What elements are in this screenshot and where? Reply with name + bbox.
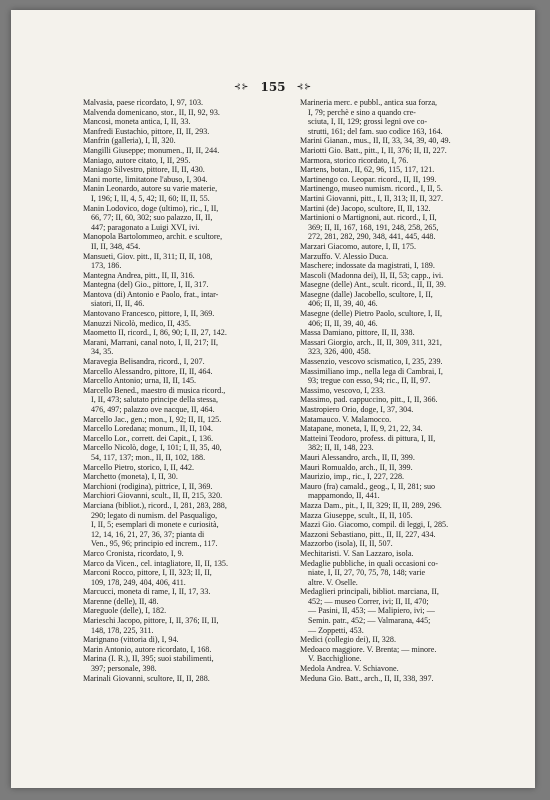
index-entry: Marco da Vicen., cel. intagliatore, II, II, 135. [83,558,228,568]
index-entry: Marcello Lor., corrett. dei Capit., I, 136. [83,433,214,443]
index-entry: Medici (collegio dei), II, 328. [300,635,396,645]
index-entry: Medaglieri principali, bibliot. marciana, II, 452; — museo Correr, ivi; II, II, 470; — Pasini, II, 453; — Malipiero, ivi; — Semin. patr., 452; — Valmarana, 445; — Zoppetti, 453. [300,587,439,635]
index-entry: Masegne (dalle) Jacobello, scultore, I, II, 406; II, II, 39, 40, 46. [300,289,433,309]
index-entry: Martinengo, museo numism. ricord., I, II, 5. [300,184,443,194]
index-entry: Marzuffo. V. Alessio Duca. [300,251,389,261]
index-entry: Marcello Loredana; monum., II, II, 104. [83,424,213,434]
index-entry: Mani morte, limitatone l'abuso, I, 304. [83,174,208,184]
index-entry: Marini Gianan., mus., II, II, 33, 34, 39, 40, 49. [300,136,451,146]
index-entry: Massari Giorgio, arch., II, II, 309, 311, 321, 323, 326, 400, 458. [300,337,442,357]
index-entry: Meduna Gio. Batt., arch., II, II, 338, 397. [300,673,434,683]
index-entry: Mauro (fra) camald., geog., I, II, 281; suo mappamondo, II, 441. [300,481,436,501]
index-entry: Malvasia, paese ricordato, I, 97, 103. [83,98,204,107]
index-entry: Marmora, storico ricordato, I, 76. [300,155,409,165]
index-entry: Mauri Alessandro, arch., II, II, 399. [300,452,415,462]
index-entry: Marcello Jac., gen.; mon., I, 92; II, II, 125. [83,414,222,424]
index-entry: Mechitaristi. V. San Lazzaro, isola. [300,548,414,558]
index-entry: Marcello Alessandro, pittore, II, II, 464. [83,366,213,376]
index-entry: Martinengo co. Leopar. ricord., II, II, 199. [300,174,437,184]
index-entry: Marignano (vittoria di), I, 94. [83,635,179,645]
index-entry: Marani, Marrani, canal noto, I, II, 217; II, 34, 35. [83,337,219,357]
index-entry: Massenzio, vescovo scismatico, I, 235, 239. [300,357,443,367]
index-entry: Masegne (delle) Pietro Paolo, scultore, I, II, 406; II, II, 39, 40, 46. [300,309,443,328]
index-entry: Massimiliano imp., nella lega di Cambrai, I, 93; tregue con esso, 94; ric., II, II, 97. [300,366,443,386]
index-entry: Marzari Giacomo, autore, I, II, 175. [300,241,416,251]
index-entry: Mareguole (delle), I, 182. [83,606,167,616]
index-entry: Mantegna (del) Gio., pittore, I, II, 317. [83,280,209,290]
index-entry: Mazza Giuseppe, scult., II, II, 105. [300,510,413,520]
index-entry: Mansueti, Giov. pitt., II, 311; II, II, 108, 173, 186. [83,251,213,271]
index-entry: Marcello Nicolò, doge, I, 101; I, II, 35, 40, 54, 117, 137; mon., II, II, 102, 188. [83,443,222,462]
index-page [11,10,535,788]
index-entry: Medoaco maggiore. V. Brenta; — minore. V. Bacchiglione. [300,644,437,664]
index-entry: Massimo, vescovo, I, 233. [300,385,386,395]
index-entry: Mariotti Gio. Batt., pitt., I, II, 376; II, II, 227. [300,145,447,155]
index-entry: Massimo, pad. cappuccino, pitt., I, II, 366. [300,395,438,405]
index-entry: Mascoli (Madonna dei), II, II, 53; capp., ivi. [300,270,444,280]
page-number: 155 [260,79,286,94]
index-entry: Mazzoni Sebastiano, pitt., II, II, 227, 434. [300,529,436,539]
index-entry: Mantegna Andrea, pitt., II, II, 316. [83,270,195,280]
index-entry: Matamauco. V. Malamocco. [300,414,392,424]
index-entry: Mangilli Giuseppe; monumen., II, II, 244. [83,145,220,155]
index-entry: Maurizio, imp., ric., I, 227, 228. [300,472,405,482]
index-entry: Mantovano Francesco, pittore, I, II, 369. [83,309,215,319]
index-entry: Marineria merc. e pubbl., antica sua forza, I, 79; perchè e sino a quando cre- sciuta, I, II, 129; grossi legni ove co- strutti, 161; del fam. suo codice 163, 164. [300,98,443,136]
index-entry: Marenne (delle), II, 48. [83,596,159,606]
index-column-right [300,98,512,683]
index-entry: Mauri Romualdo, arch., II, II, 399. [300,462,413,472]
index-entry: Marina (I. R.), II, 395; suoi stabilimenti, 397; personale, 398. [83,654,214,674]
index-entry: Marchetto (moneta), I, II, 30. [83,472,178,482]
index-entry: Mazzi Gio. Giacomo, compil. di leggi, I, 285. [300,520,449,530]
page-header [11,76,535,95]
index-entry: Maravegia Belisandra, ricord., I, 207. [83,357,205,367]
index-entry: Marcello Bened., maestro di musica ricord., I, II, 473; salutato principe della stessa, 476, 497; palazzo ove nacque, II, 464. [83,385,226,414]
index-entry: Martini (de) Jacopo, scultore, II, II, 132. [300,203,431,213]
index-entry: Mastropiero Orio, doge, I, 37, 304. [300,405,414,414]
index-entry: Manin Leonardo, autore su varie materie, I, 196; I, II, 4, 5, 42; II, 60; II, II, 55. [83,184,218,203]
index-entry: Maniago, autore citato, I, II, 295. [83,155,191,165]
index-entry: Marco Cronista, ricordato, I, 9. [83,548,184,558]
index-entry: Manfredi Eustachio, pittore, II, II, 293. [83,126,210,136]
index-entry: Martini Giovanni, pitt., I, II, 313; II, II, 327. [300,193,443,203]
ornament-left: ⊰⊱ [233,82,250,91]
index-entry: Marcello Pietro, storico, I, II, 442. [83,462,195,472]
index-entry: Matapane, moneta, I, II, 9, 21, 22, 34. [300,424,423,434]
index-entry: Marconi Rocco, pittore, I, II, 323; II, II, 109, 178, 249, 404, 406, 411. [83,568,212,587]
index-entry: Martinioni o Martignoni, aut. ricord., I, II, 369; II, II, 167, 168, 191, 248, 258, 265, 272, 281, 282, 290, 348, 441, 445, 448. [300,213,439,242]
index-entry: Marcello Antonio; urna, II, II, 145. [83,376,197,386]
index-entry: Manfrin (galleria), I, II, 320. [83,136,176,146]
index-entry: Maniago Silvestro, pittore, II, II, 430. [83,165,205,175]
index-entry: Marchioni (rodigina), pittrice, I, II, 369. [83,481,213,491]
index-entry: Matteini Teodoro, profess. di pittura, I, II, 382; II, II, 148, 223. [300,433,436,453]
index-entry: Manopola Bartolommeo, archit. e scultore, II, II, 348, 454. [83,232,223,251]
index-entry: Mantova (di) Antonio e Paolo, frat., intar- siatori, II, II, 46. [83,289,219,309]
index-entry: Marin Antonio, autore ricordato, I, 168. [83,644,212,654]
index-entry: Malvenda domenicano, stor., II, II, 92, 93. [83,107,220,117]
index-entry: Manin Lodovico, doge (ultimo), ric., I, II, 66, 77; II, 60, 302; suo palazzo, II, II, 447; paragonato a Luigi XVI, ivi. [83,203,219,232]
index-entry: Mancosi, moneta antica, I, II, 33. [83,117,191,127]
ornament-right: ⊰⊱ [296,82,313,91]
index-entry: Mazza Dam., pit., I, II, 329; II, II, 289, 296. [300,500,442,510]
index-entry: Mazzorbo (isola), II, II, 507. [300,539,393,549]
index-entry: Medaglie pubbliche, in quali occasioni co- niate, I, II, 27, 70, 75, 78, 148; varie altre. V. Oselle. [300,558,439,587]
index-entry: Marciana (bibliot.), ricord., I, 281, 283, 288, 290; legato di numism. del Pasqualigo, I, II, 5; esemplari di monete e curiosità, 12, 14, 16, 21, 27, 36, 37; pianta di Ven., 95, 96; principio ed increm., 117. [83,500,227,549]
index-entry: Maometto II, ricord., I, 86, 90; I, II, 27, 142. [83,328,227,338]
index-entry: Medola Andrea. V. Schiavone. [300,664,399,674]
index-column-left [83,98,288,683]
index-entry: Martens, botan., II, 62, 96, 115, 117, 121. [300,165,435,175]
index-entry: Massa Damiano, pittore, II, II, 338. [300,328,415,338]
index-entry: Marinali Giovanni, scultore, II, II, 288. [83,673,210,683]
index-entry: Manuzzi Nicolò, medico, II, 435. [83,318,191,328]
index-entry: Masegne (delle) Ant., scult. ricord., II, II, 39. [300,280,446,290]
index-entry: Marieschi Jacopo, pittore, I, II, 376; II, II, 148, 178, 225, 311. [83,616,219,635]
index-entry: Marcucci, moneta di rame, I, II, 17, 33. [83,587,211,597]
index-entry: Marchiori Giovanni, scult., II, II, 215, 320. [83,491,223,501]
index-entry: Maschere; indossate da magistrati, I, 189. [300,261,435,271]
